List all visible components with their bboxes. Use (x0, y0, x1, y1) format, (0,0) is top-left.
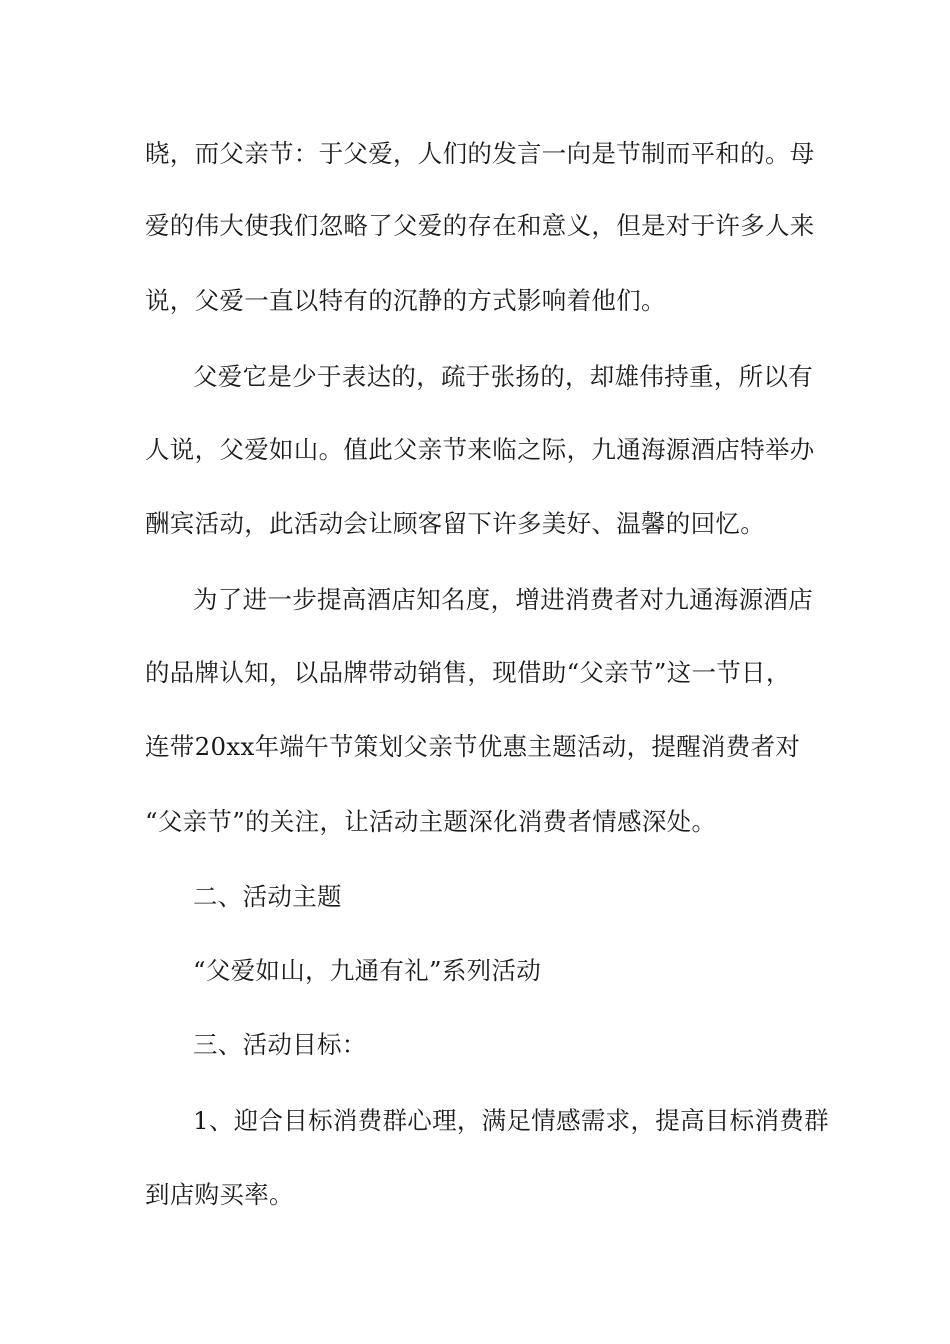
paragraph-line: 到店购买率。 (145, 1180, 294, 1209)
paragraph-line: 说，父爱一直以特有的沉静的方式影响着他们。 (145, 286, 666, 315)
paragraph-line: “父亲节”的关注，让活动主题深化消费者情感深处。 (145, 807, 717, 836)
paragraph-line: 爱的伟大使我们忽略了父爱的存在和意义，但是对于许多人来 (145, 211, 815, 240)
section-heading: 二、活动主题 (193, 882, 342, 911)
paragraph-line: 为了进一步提高酒店知名度，增进消费者对九通海源酒店 (193, 585, 813, 614)
paragraph-line: 晓，而父亲节：于父爱，人们的发言一向是节制而平和的。母 (145, 139, 815, 168)
paragraph-line: 酬宾活动，此活动会让顾客留下许多美好、温馨的回忆。 (145, 509, 765, 538)
paragraph-line: 的品牌认知，以品牌带动销售，现借助“父亲节”这一节日， (145, 658, 791, 687)
section-heading: 三、活动目标： (193, 1030, 367, 1059)
paragraph-line: 1、迎合目标消费群心理，满足情感需求，提高目标消费群 (193, 1106, 829, 1135)
paragraph-line: 连带20xx年端午节策划父亲节优惠主题活动，提醒消费者对 (145, 732, 801, 761)
paragraph-line: 父爱它是少于表达的，疏于张扬的，却雄伟持重，所以有 (193, 362, 813, 391)
paragraph-line: 人说，父爱如山。值此父亲节来临之际，九通海源酒店特举办 (145, 435, 815, 464)
paragraph-line: “父爱如山，九通有礼”系列活动 (193, 956, 542, 985)
